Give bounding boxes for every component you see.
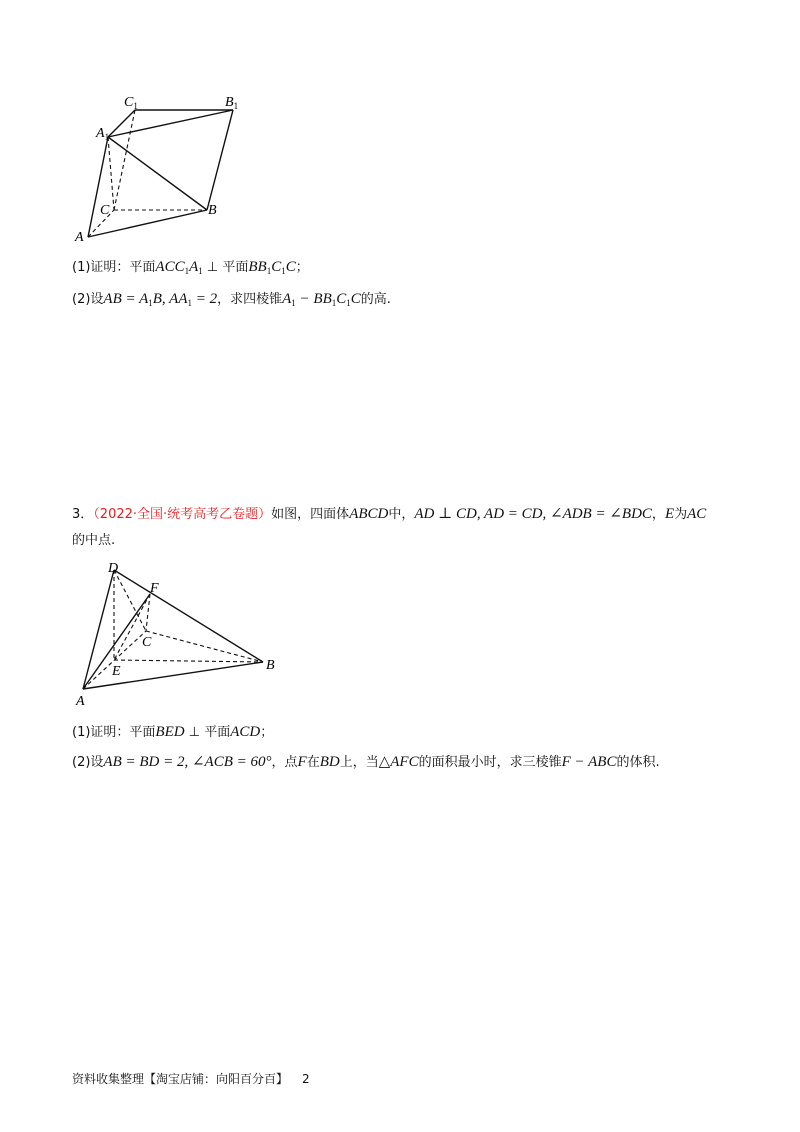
label-A1: $A_1$ xyxy=(96,126,110,142)
q3-part1: (1)证明：平面BED ⊥ 平面ACD； xyxy=(72,724,274,740)
edge-B1-B xyxy=(207,110,233,210)
footer-text: 资料收集整理【淘宝店铺：向阳百分百】 xyxy=(72,1072,289,1086)
label-B1: $B_1$ xyxy=(225,95,239,111)
q2-part2: (2)设AB = $A_1B$, $AA_1 = 2$，求四棱锥$A_1 - BB_1C_1C$的高. xyxy=(72,291,391,308)
q2-part1: (1)证明：平面$ACC_1A_1$ ⊥ 平面$BB_1C_1C$； xyxy=(72,259,309,276)
edge-E-B xyxy=(114,660,263,662)
edge-C-B xyxy=(146,631,263,662)
edge-D-B xyxy=(114,570,263,662)
edge-A1-B xyxy=(108,137,207,210)
label-B: B xyxy=(266,658,275,673)
label-C1: $C_1$ xyxy=(124,95,138,111)
figure-prism xyxy=(60,90,260,250)
label-A: A xyxy=(75,230,84,245)
edge-C-C1 xyxy=(114,110,135,210)
label-C: C xyxy=(142,635,152,650)
label-F: F xyxy=(150,581,159,596)
edge-A1-C xyxy=(108,137,114,210)
q3-statement-line2: 的中点. xyxy=(72,533,116,548)
page-number: 2 xyxy=(302,1072,310,1086)
question-source: 2022·全国·统考高考乙卷题 xyxy=(99,507,259,522)
edge-A-A1 xyxy=(88,137,108,237)
page-footer xyxy=(72,1070,310,1088)
edge-A-D xyxy=(83,570,114,689)
q3-part2: (2)设AB = BD = 2, ∠ACB = 60°，点F在BD上，当△AFC的面积最小时，求三棱锥F − ABC的体积. xyxy=(72,754,660,770)
label-A: A xyxy=(76,694,85,708)
figure-tetrahedron xyxy=(70,558,290,708)
edge-A-B xyxy=(83,662,263,689)
edge-A1-C1 xyxy=(108,110,135,137)
label-E: E xyxy=(112,664,121,679)
q3-statement-line1: 3．（2022·全国·统考高考乙卷题）如图，四面体ABCD中，AD ⊥ CD, AD = CD, ∠ADB = ∠BDC，E为AC xyxy=(72,506,707,522)
label-D: D xyxy=(108,561,119,576)
question-number: 3． xyxy=(72,507,94,522)
label-B: B xyxy=(208,203,217,218)
edge-A1-B1 xyxy=(108,110,233,137)
label-C: C xyxy=(100,203,110,218)
